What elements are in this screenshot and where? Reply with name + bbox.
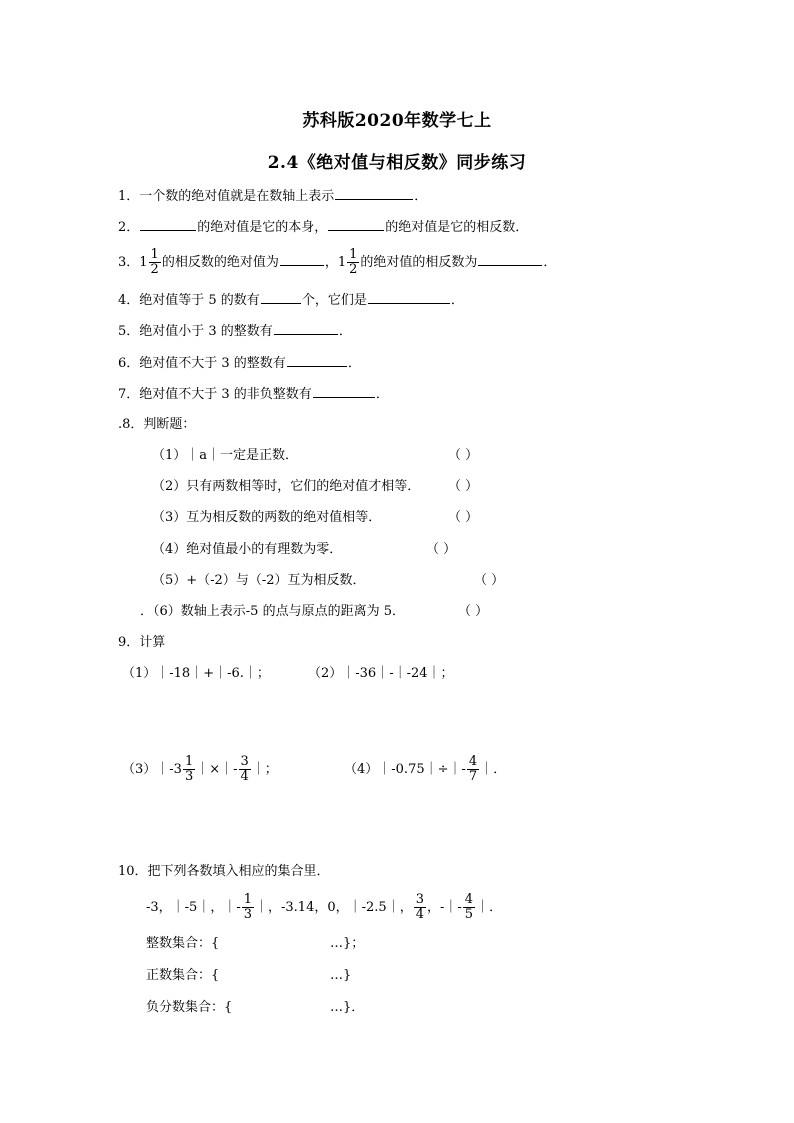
page-title: 苏科版2020年数学七上 bbox=[302, 111, 492, 131]
question-8-heading: .8．判断题： bbox=[118, 417, 196, 432]
fraction: $\frac{1}{3}$ bbox=[184, 754, 194, 784]
fraction: $\frac{1}{2}$ bbox=[349, 247, 358, 277]
question-4: 4．绝对值等于 5 的数有 个，它们是 ． bbox=[118, 290, 464, 311]
answer-blank[interactable] bbox=[140, 217, 196, 231]
judge-item-4: （4）绝对值最小的有理数为零． （ ） bbox=[152, 540, 342, 560]
integer-set: 整数集合：{ …}； bbox=[146, 934, 219, 954]
answer-blank[interactable] bbox=[274, 321, 338, 335]
answer-paren[interactable]: （ ） bbox=[448, 479, 479, 494]
positive-set: 正数集合：{ …} bbox=[146, 966, 219, 986]
question-7: 7．绝对值不大于 3 的非负整数有 ． bbox=[118, 384, 389, 405]
calc-4: （4）｜-0.75｜÷｜- $\frac{4}{7}$ ｜． bbox=[344, 754, 507, 784]
fraction: $\frac{1}{2}$ bbox=[150, 247, 159, 277]
fraction: $\frac{3}{4}$ bbox=[415, 892, 424, 922]
answer-blank[interactable] bbox=[261, 290, 301, 304]
fraction: $\frac{1}{3}$ bbox=[243, 892, 253, 922]
set-end: …}． bbox=[330, 1000, 365, 1015]
answer-paren[interactable]: （ ） bbox=[474, 573, 505, 588]
fraction: $\frac{4}{7}$ bbox=[468, 754, 478, 784]
answer-blank[interactable] bbox=[335, 186, 413, 200]
answer-blank[interactable] bbox=[280, 252, 324, 266]
answer-paren[interactable]: （ ） bbox=[458, 604, 489, 619]
answer-blank[interactable] bbox=[287, 353, 347, 367]
calc-2: （2）｜-36｜-｜-24｜； bbox=[308, 666, 454, 681]
calc-1: （1）｜-18｜+｜-6.｜； bbox=[122, 666, 270, 681]
negative-fraction-set: 负分数集合：{ …}． bbox=[146, 998, 232, 1018]
question-9-heading: 9．计算 bbox=[118, 635, 166, 650]
answer-paren[interactable]: （ ） bbox=[426, 542, 457, 557]
judge-item-5: （5）+（-2）与（-2）互为相反数． （ ） bbox=[152, 571, 366, 591]
answer-paren[interactable]: （ ） bbox=[448, 448, 479, 463]
page-subtitle: 2.4《绝对值与相反数》同步练习 bbox=[267, 153, 527, 173]
set-end: …} bbox=[330, 968, 352, 983]
question-3: 3．1 $\frac{1}{2}$ 的相反数的绝对值为 ，1 $\frac{1}{2}$ 的绝对值的相反数为 ． bbox=[118, 247, 557, 277]
judge-item-1: （1）｜a｜一定是正数． （ ） bbox=[152, 446, 298, 466]
fraction: $\frac{3}{4}$ bbox=[240, 754, 249, 784]
question-10-heading: 10．把下列各数填入相应的集合里． bbox=[118, 864, 330, 879]
question-6: 6．绝对值不大于 3 的整数有 ． bbox=[118, 353, 361, 374]
question-2: 2． 的绝对值是它的本身， 的绝对值是它的相反数． bbox=[118, 217, 528, 238]
judge-item-3: （3）互为相反数的两数的绝对值相等． （ ） bbox=[152, 508, 381, 528]
fraction: $\frac{4}{5}$ bbox=[464, 892, 474, 922]
answer-paren[interactable]: （ ） bbox=[448, 510, 479, 525]
calc-3: （3）｜-3 $\frac{1}{3}$ ｜×｜- $\frac{3}{4}$ ｜； bbox=[122, 754, 278, 784]
judge-item-2: （2）只有两数相等时，它们的绝对值才相等． （ ） bbox=[152, 477, 420, 497]
answer-blank[interactable] bbox=[478, 252, 542, 266]
answer-blank[interactable] bbox=[328, 217, 384, 231]
answer-blank[interactable] bbox=[368, 290, 450, 304]
answer-blank[interactable] bbox=[313, 384, 375, 398]
judge-item-6: ．（6）数轴上表示-5 的点与原点的距离为 5． （ ） bbox=[140, 602, 405, 622]
question-5: 5．绝对值小于 3 的整数有 ． bbox=[118, 321, 352, 342]
number-list: -3，｜-5｜，｜- $\frac{1}{3}$ ｜，-3.14，0，｜-2.5｜， $\frac{3}{4}$ ，-｜- $\frac{4}{5}$ ｜． bbox=[146, 892, 503, 922]
question-1: 1．一个数的绝对值就是在数轴上表示 ． bbox=[118, 186, 427, 207]
set-end: …}； bbox=[330, 936, 365, 951]
